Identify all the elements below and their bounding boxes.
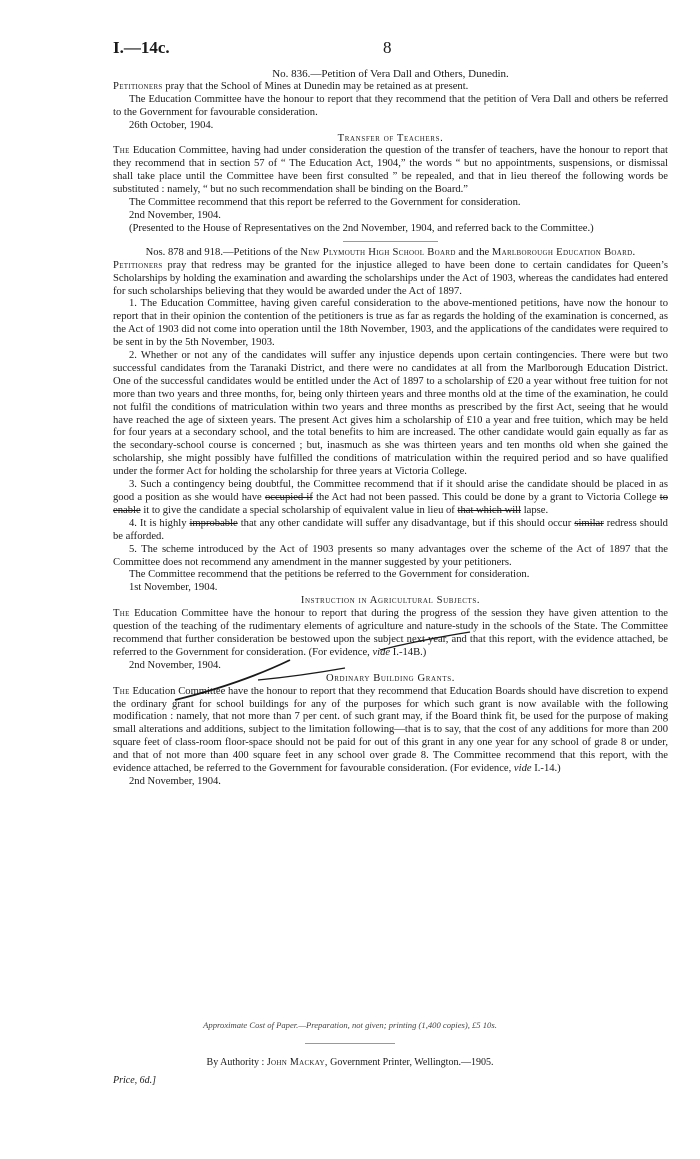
building-grants-report: The Education Committee have the honour to report that they recommend that Education Boards should have discretion to expend the ordinary grant for school buildings for any of the purposes for which such grant is now available with the following modification : namely, that not more than 7 per cent. of such grant may, if the Board think fit, be used for the purpose of making small alterations and additions, subject to the limitation following—that is to say, that the cost of any additions for more than 200 square feet of class-room floor-space should not be paid for out of this grant in any one year for any school of grade 8 or under, and that of not more than 400 square feet in any school over grade 8. The Committee recommend that this report, with the evidence attached, be referred to the Government for favourable consideration. (For evidence, vide I.-14.) (113, 685, 668, 775)
building-grants-heading: Ordinary Building Grants. (326, 672, 455, 684)
cost-of-paper-note: Approximate Cost of Paper.—Preparation, not given; printing (1,400 copies), £5 10s. (203, 1020, 497, 1030)
section-divider (343, 241, 438, 242)
struck-text: that which will (457, 504, 522, 516)
petition-836-date: 26th October, 1904. (129, 119, 214, 131)
page-number: 8 (383, 38, 392, 57)
agricultural-subjects-date: 2nd November, 1904. (129, 659, 221, 671)
transfer-of-teachers-report: The Education Committee, having had under consideration the question of the transfer of teachers, have the honour to report that they recommend that in section 57 of “ The Education Act, 1904,” the words “ but no appointments, suspensions, or dismissal shall take place until the Committee have been first consulted ” be repealed, and that in lieu thereof the following words be substituted : namely, “ but no such recommendation shall be binding on the Board.” (113, 145, 669, 196)
transfer-of-teachers-recommendation: The Committee recommend that this report be referred to the Government for consideration. (129, 197, 521, 209)
printer-authority-line: By Authority : John Mackay, Government Printer, Wellington.—1905. (206, 1057, 494, 1068)
petitions-878-918-prayer: Petitioners pray that redress may be granted for the injustice alleged to have been done to certain candidates for Queen’s Scholarships by holding the examination and awarding the scholarships under the Act of 1903, whereas the candidates had entered for such scholarships believing that they would be awarded under the Act of 1897. (113, 259, 668, 297)
building-grants-date: 2nd November, 1904. (129, 775, 221, 787)
petition-836-title: No. 836.—Petition of Vera Dall and Others, Dunedin. (272, 68, 509, 80)
agricultural-subjects-report: The Education Committee have the honour to report that during the progress of the session they have given attention to the question of the teaching of the rudimentary elements of agriculture and nature-study in the schools of the State. The Committee recommend that further consideration be bestowed upon the subject next year, and that this report, with the evidence attached, be referred to the Government for consideration. (For evidence, vide I.-14B.) (113, 608, 668, 658)
struck-text: occupied if (264, 492, 313, 503)
struck-text: improbable (189, 517, 238, 529)
agricultural-subjects-heading: Instruction in Agricultural Subjects. (300, 595, 481, 607)
petitions-878-918-recommendation: The Committee recommend that the petitions be referred to the Government for consideration. (129, 569, 530, 581)
page-header (113, 38, 593, 60)
series-number: I.—14c. (113, 38, 170, 57)
transfer-of-teachers-heading: Transfer of Teachers. (337, 132, 444, 144)
transfer-of-teachers-presented-note: (Presented to the House of Representatives on the 2nd November, 1904, and referred back to the Committee.) (129, 222, 594, 234)
paragraph-4: 4. It is highly improbable that any other candidate will suffer any disadvantage, but if this should occur similar redress should be afforded. (113, 517, 668, 542)
paragraph-3: 3. Such a contingency being doubtful, the Committee recommend that if it should arise the candidate should be placed in as good a position as she would have occupied if the Act had not been passed. This could be done by a grant to Victoria College to enable it to give the candidate a special scholarship of equivalent value in lieu of that which will lapse. (113, 479, 668, 516)
paragraph-5: 5. The scheme introduced by the Act of 1903 presents so many advantages over the scheme of the Act of 1897 that the Committee does not recommend any amendment in the manner suggested by your petitioners. (113, 543, 668, 568)
price-label: Price, 6d.] (113, 1075, 157, 1086)
petitions-878-918-title: Nos. 878 and 918.—Petitions of the New Plymouth High School Board and the Marlborough Education Board. (145, 246, 636, 258)
struck-text: to enable (113, 492, 668, 516)
petition-836-prayer: Petitioners pray that the School of Mines at Dunedin may be retained as at present. (113, 80, 469, 92)
petitions-878-918-date: 1st November, 1904. (129, 582, 218, 594)
footer-divider (305, 1043, 395, 1044)
paragraph-2: 2. Whether or not any of the candidates will suffer any injustice depends upon certain contingencies. There were but two successful candidates from the Taranaki District, and there were no candidates at all from the Marlborough Education District. One of the successful candidates would be entitled under the Act of 1897 to a scholarship of £20 a year without free tuition for not more than two years and three months, for, being only thirteen years and three months old at the time of the examination, he could not fulfil the conditions of matriculation within two years and three months as prescribed by the first Act, seeing that he would have reached the age of sixteen years. The present Act gives him a scholarship of £10 a year and free tuition, which may be held for four years at a secondary school, and the total benefits to him are increased. The other candidate would gain equally as far as the secondary-school course is concerned ; but, inasmuch as she was thirteen years and ten months old when she gained the scholarship, she might possibly have fulfilled the conditions of matriculation within the required period and so have qualified under the former Act for holding the scholarship for three years at Victoria College. (113, 350, 668, 478)
document-body (113, 68, 668, 789)
transfer-of-teachers-date: 2nd November, 1904. (129, 209, 221, 221)
petition-836-report: The Education Committee have the honour to report that they recommend that the petition of Vera Dall and others be referred to the Government for favourable consideration. (113, 93, 668, 118)
paragraph-1: 1. The Education Committee, having given careful consideration to the above-mentioned petitions, have now the honour to report that in their opinion the contention of the petitioners is true as far as regards the holding of the examination is concerned, as the Act of 1903 did not come into operation until the 18th November, 1903, and the applications of the candidates were required to be sent in by the 5th November, 1903. (113, 298, 668, 349)
struck-text: similar (574, 517, 604, 529)
